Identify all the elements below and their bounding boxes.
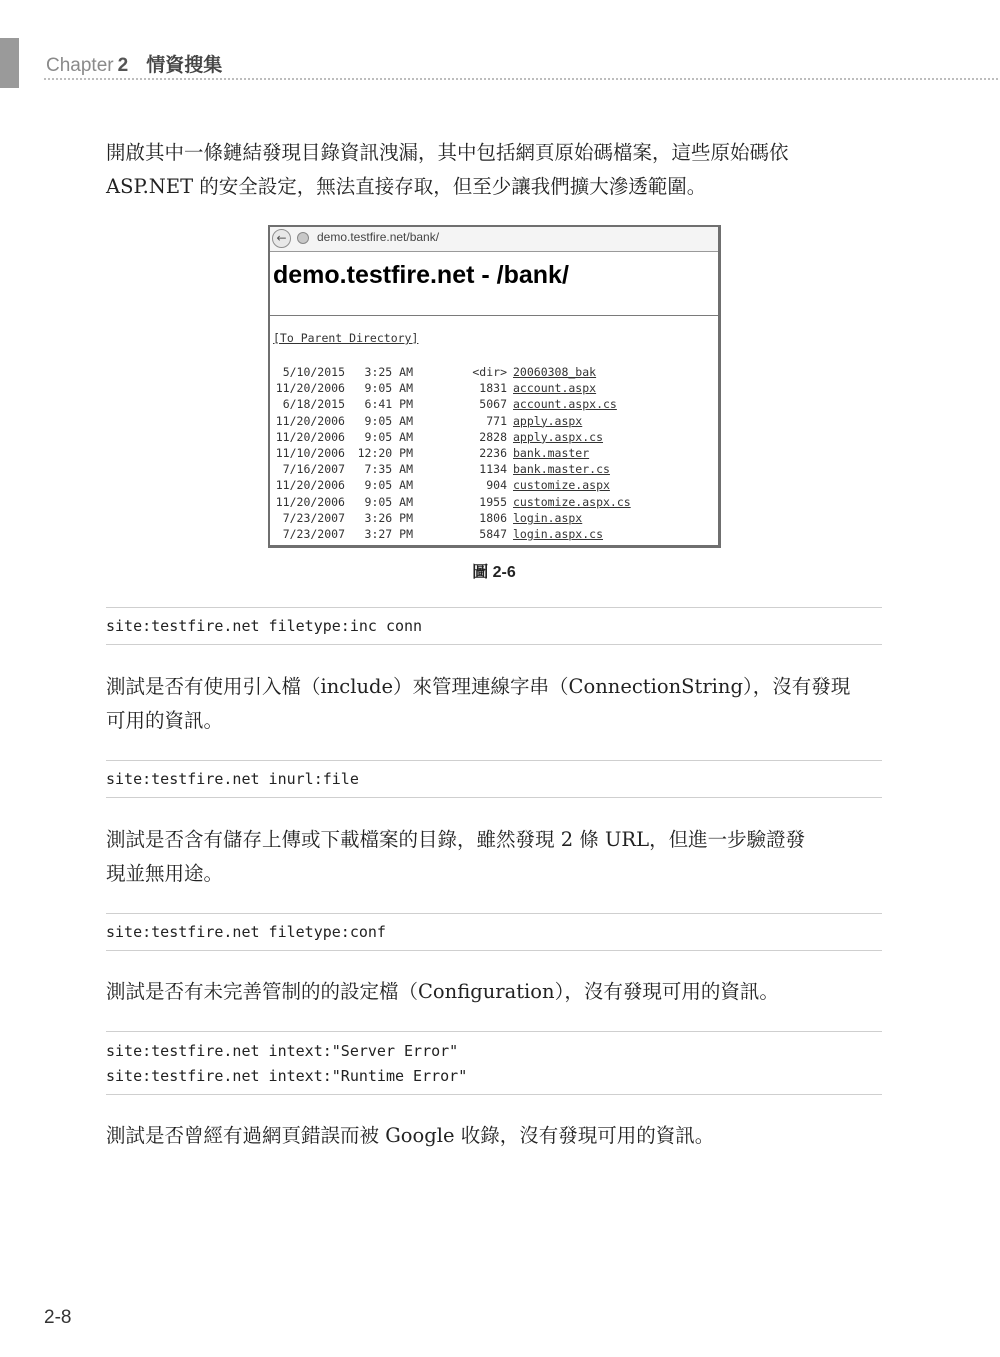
file-date: 11/10/2006 <box>275 445 345 460</box>
file-date: 7/23/2007 <box>282 526 345 541</box>
file-time: 3:27 PM <box>364 526 413 541</box>
file-link[interactable]: login.aspx.cs <box>513 526 604 541</box>
body-paragraph <box>106 670 886 738</box>
browser-screenshot-figure <box>268 225 721 548</box>
page-number: 2-8 <box>44 1307 72 1328</box>
code-block <box>106 607 882 645</box>
file-time: 9:05 AM <box>364 429 413 444</box>
intro-line: ASP.NET 的安全設定，無法直接存取，但至少讓我們擴大滲透範圍。 <box>106 175 707 198</box>
file-size: 771 <box>486 413 507 428</box>
file-size: 5067 <box>479 397 507 412</box>
file-link[interactable]: account.aspx.cs <box>513 397 617 412</box>
file-date: 11/20/2006 <box>275 429 345 444</box>
file-time: 9:05 AM <box>364 478 413 493</box>
file-date: 11/20/2006 <box>275 494 345 509</box>
file-size: 1831 <box>479 381 507 396</box>
file-date: 5/10/2015 <box>282 365 345 379</box>
directory-title: demo.testfire.net - /bank/ <box>273 261 569 289</box>
file-time: 7:35 AM <box>364 462 413 477</box>
file-time: 9:05 AM <box>364 494 413 509</box>
file-date: 7/16/2007 <box>282 462 345 477</box>
code-block <box>106 913 882 951</box>
file-link[interactable]: login.aspx <box>513 510 583 525</box>
back-arrow-icon[interactable]: ← <box>272 229 291 248</box>
text-line: 現並無用途。 <box>106 862 224 885</box>
chapter-label: Chapter <box>46 55 114 76</box>
file-size: 2236 <box>479 445 507 460</box>
file-link[interactable]: bank.master.cs <box>513 462 610 477</box>
file-size: 5847 <box>479 526 507 541</box>
intro-line: 開啟其中一條鏈結發現目錄資訊洩漏，其中包括網頁原始碼檔案，這些原始碼依 <box>106 141 789 164</box>
text-line: 測試是否曾經有過網頁錯誤而被 Google 收錄，沒有發現可用的資訊。 <box>106 1124 715 1147</box>
file-link[interactable]: 20060308_bak <box>513 365 597 379</box>
code-block <box>106 760 882 798</box>
text-line: 測試是否含有儲存上傳或下載檔案的目錄，雖然發現 2 條 URL，但進一步驗證發 <box>106 828 806 851</box>
text-line: 測試是否有使用引入檔（include）來管理連線字串（ConnectionString），沒有發現 <box>106 675 851 698</box>
file-date: 7/23/2007 <box>282 510 345 525</box>
file-link[interactable]: bank.master <box>513 445 590 460</box>
file-link[interactable]: account.aspx <box>513 381 597 396</box>
body-paragraph <box>106 823 886 891</box>
body-paragraph <box>106 1119 886 1153</box>
file-size: 904 <box>486 478 507 493</box>
file-time: 9:05 AM <box>364 381 413 396</box>
file-link[interactable]: customize.aspx.cs <box>513 494 631 509</box>
file-date: 11/20/2006 <box>275 478 345 493</box>
file-time: 3:25 AM <box>364 365 413 379</box>
file-size: 2828 <box>479 429 507 444</box>
file-size: <dir> <box>472 365 507 379</box>
figure-divider <box>270 315 718 316</box>
address-bar <box>270 227 718 252</box>
text-line: 可用的資訊。 <box>106 709 224 732</box>
file-size: 1806 <box>479 510 507 525</box>
code-line: site:testfire.net intext:"Runtime Error" <box>106 1067 468 1085</box>
globe-icon <box>297 232 309 244</box>
file-size: 1134 <box>479 462 507 477</box>
file-time: 6:41 PM <box>364 397 413 412</box>
header-rule <box>44 78 998 80</box>
file-time: 9:05 AM <box>364 413 413 428</box>
code-line: site:testfire.net filetype:inc conn <box>106 617 423 635</box>
file-date: 11/20/2006 <box>275 381 345 396</box>
file-size: 1955 <box>479 494 507 509</box>
file-date: 6/18/2015 <box>282 397 345 412</box>
code-line: site:testfire.net intext:"Server Error" <box>106 1042 459 1060</box>
file-link[interactable]: customize.aspx <box>513 478 610 493</box>
chapter-side-tab <box>0 38 19 88</box>
file-time: 12:20 PM <box>357 445 413 460</box>
file-link[interactable]: apply.aspx <box>513 413 583 428</box>
file-date: 11/20/2006 <box>275 413 345 428</box>
code-line: site:testfire.net filetype:conf <box>106 923 386 941</box>
url-text[interactable]: demo.testfire.net/bank/ <box>317 230 440 244</box>
parent-directory-link[interactable]: [To Parent Directory] <box>273 331 419 345</box>
chapter-title: 情資搜集 <box>146 55 223 76</box>
running-header <box>46 50 222 77</box>
body-paragraph <box>106 975 886 1009</box>
text-line: 測試是否有未完善管制的的設定檔（Configuration），沒有發現可用的資訊。 <box>106 980 779 1003</box>
figure-caption: 圖 2-6 <box>472 564 516 581</box>
code-block <box>106 1031 882 1095</box>
file-time: 3:26 PM <box>364 510 413 525</box>
intro-paragraph <box>106 136 886 204</box>
chapter-number: 2 <box>117 55 129 76</box>
code-line: site:testfire.net inurl:file <box>106 770 359 788</box>
file-link[interactable]: apply.aspx.cs <box>513 429 604 444</box>
